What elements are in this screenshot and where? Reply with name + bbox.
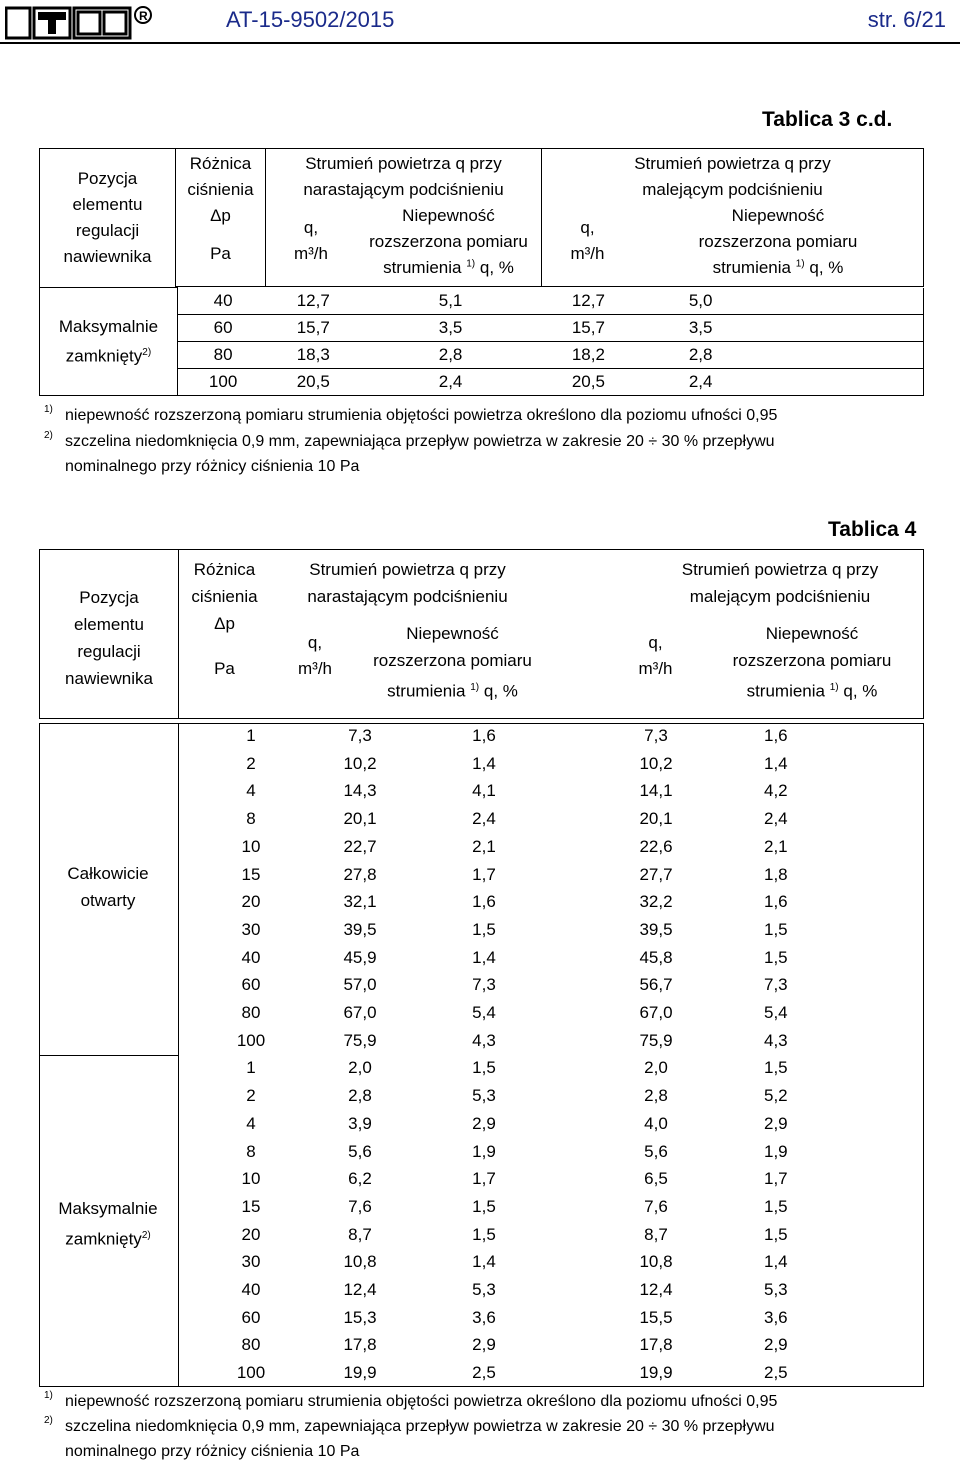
table4-group-open: Całkowicie otwarty bbox=[67, 864, 149, 910]
table-cell: 1,7 bbox=[764, 1169, 788, 1189]
table-cell: 1,9 bbox=[472, 1141, 496, 1161]
table-cell: 2,0 bbox=[348, 1058, 372, 1078]
table4-title: Tablica 4 bbox=[828, 518, 917, 541]
itb-logo bbox=[5, 4, 155, 40]
table-cell: 80 bbox=[241, 1003, 261, 1022]
table-cell: 5,6 bbox=[644, 1141, 668, 1161]
table-cell: 17,8 bbox=[639, 1335, 673, 1355]
table-cell: 8,7 bbox=[644, 1224, 668, 1244]
table-cell: 2,9 bbox=[472, 1335, 496, 1355]
table-cell: 19,9 bbox=[343, 1363, 377, 1383]
table-cell: 15,5 bbox=[639, 1307, 673, 1327]
table-cell: 60 bbox=[213, 318, 233, 337]
table-cell: 2,9 bbox=[472, 1113, 496, 1133]
table-cell: 15,3 bbox=[343, 1307, 377, 1327]
table-cell: 18,2 bbox=[571, 345, 605, 364]
table-cell: 2,9 bbox=[764, 1113, 788, 1133]
page-header bbox=[0, 0, 960, 44]
table-cell: 18,3 bbox=[296, 345, 330, 364]
table-cell: 10,2 bbox=[639, 753, 673, 773]
table-cell: 22,6 bbox=[639, 836, 673, 856]
table-cell: 2,4 bbox=[472, 809, 496, 829]
table-cell: 60 bbox=[241, 975, 261, 995]
header-divider bbox=[0, 42, 960, 44]
table-cell: 8,7 bbox=[348, 1224, 372, 1244]
table-cell: 1,5 bbox=[764, 1058, 788, 1078]
table-cell: 2,4 bbox=[634, 369, 924, 396]
table-cell: 10,8 bbox=[343, 1252, 377, 1272]
table3-col-position: Pozycja elementu regulacji nawiewnika bbox=[40, 149, 176, 288]
table-cell: 1,4 bbox=[472, 947, 496, 967]
table-cell: 15,7 bbox=[571, 318, 605, 337]
table-cell: 2,4 bbox=[438, 372, 463, 391]
table-cell: 1,5 bbox=[472, 919, 496, 939]
table-cell: 4,1 bbox=[472, 781, 496, 801]
table-cell: 32,1 bbox=[343, 892, 377, 912]
grid-line bbox=[177, 314, 923, 315]
table-cell: 30 bbox=[241, 919, 261, 939]
table-cell: 1 bbox=[246, 726, 256, 745]
table-cell: 20,5 bbox=[296, 372, 330, 391]
table-cell: 2,9 bbox=[764, 1335, 788, 1355]
table-cell: 7,6 bbox=[644, 1196, 668, 1216]
table-cell: 40 bbox=[241, 1280, 261, 1299]
grid-line bbox=[177, 368, 923, 369]
table-cell: 1,6 bbox=[764, 892, 788, 912]
table-cell: 1,6 bbox=[472, 892, 496, 912]
table-cell: 56,7 bbox=[639, 975, 673, 995]
table3 bbox=[39, 148, 924, 288]
table-cell: 4 bbox=[246, 1113, 256, 1133]
table-cell: 75,9 bbox=[343, 1030, 377, 1050]
table4-col-pressure: Różnica ciśnienia Δp Pa bbox=[191, 560, 258, 678]
table-cell: 1,4 bbox=[472, 1252, 496, 1272]
table-cell: 4,2 bbox=[764, 781, 788, 801]
grid-line bbox=[177, 341, 923, 342]
table-cell: 1,5 bbox=[764, 1196, 788, 1216]
table-cell: 12,4 bbox=[639, 1280, 673, 1299]
table-cell: 15 bbox=[241, 864, 261, 884]
table4-col-inc-unc: Niepewność rozszerzona pomiaru strumienia $^{1)}$ q, % bbox=[373, 624, 532, 701]
table-cell: 14,3 bbox=[343, 781, 377, 801]
table4-group-closed: Maksymalnie zamknięty$^{2)}$ bbox=[58, 1199, 158, 1249]
page-number: str. 6/21 bbox=[867, 7, 946, 32]
table-cell: 5,3 bbox=[472, 1280, 496, 1299]
table-cell: 19,9 bbox=[639, 1363, 673, 1383]
table-cell: 7,3 bbox=[764, 975, 788, 995]
table-cell: 45,9 bbox=[343, 947, 377, 967]
table-cell: 60 bbox=[241, 1307, 261, 1327]
table3-col-increasing: Strumień powietrza q przy narastającym podciśnieniu q, m³/h Niepewność rozszerzona pomiaru strumienia $^{1)}$ q, % bbox=[265, 149, 541, 287]
table-cell: 2,1 bbox=[472, 836, 496, 856]
table-cell: 22,7 bbox=[343, 836, 377, 856]
table3-group-closed: Maksymalnie zamknięty$^{2)}$ bbox=[40, 288, 178, 396]
table-cell: 1,5 bbox=[764, 919, 788, 939]
table-cell: 1,5 bbox=[764, 947, 788, 967]
table-cell: 1,4 bbox=[764, 1252, 788, 1272]
table-cell: 2,5 bbox=[472, 1363, 496, 1383]
table-cell: 5,3 bbox=[472, 1086, 496, 1106]
table-cell: 20 bbox=[241, 892, 261, 912]
table-cell: 12,7 bbox=[296, 291, 330, 310]
table-cell: 67,0 bbox=[343, 1003, 377, 1022]
table-cell: 4 bbox=[246, 781, 256, 801]
table4-col-inc-q: q, m³/h bbox=[298, 633, 332, 678]
table-cell: 5,6 bbox=[348, 1141, 372, 1161]
table-cell: 100 bbox=[236, 1363, 266, 1383]
table-cell: 3,5 bbox=[438, 318, 463, 337]
table-cell: 20,5 bbox=[571, 372, 605, 391]
table-cell: 32,2 bbox=[639, 892, 673, 912]
table-cell: 15 bbox=[241, 1196, 261, 1216]
table-cell: 1,4 bbox=[472, 753, 496, 773]
table-cell: 6,5 bbox=[644, 1169, 668, 1189]
table-cell: 8 bbox=[246, 809, 256, 829]
table-cell: 5,1 bbox=[438, 291, 463, 310]
table-cell: 75,9 bbox=[639, 1030, 673, 1050]
grid-line bbox=[39, 395, 924, 396]
table-cell: 5,4 bbox=[472, 1003, 496, 1022]
table-cell: 5,0 bbox=[634, 288, 924, 315]
table-cell: 39,5 bbox=[639, 919, 673, 939]
table-cell: 3,6 bbox=[764, 1307, 788, 1327]
table-cell: 3,9 bbox=[348, 1113, 372, 1133]
table-cell: 1,7 bbox=[472, 864, 496, 884]
table-cell: 1,6 bbox=[472, 726, 496, 745]
table-cell: 2,1 bbox=[764, 836, 788, 856]
table-cell: 12,4 bbox=[343, 1280, 377, 1299]
table-cell: 2 bbox=[246, 753, 256, 773]
table-cell: 67,0 bbox=[639, 1003, 673, 1022]
table3-col-pressure: Różnica ciśnienia Δp Pa bbox=[175, 149, 265, 287]
table-cell: 1,5 bbox=[472, 1224, 496, 1244]
table-cell: 1,5 bbox=[472, 1058, 496, 1078]
table-cell: 7,6 bbox=[348, 1196, 372, 1216]
table-cell: 30 bbox=[241, 1252, 261, 1272]
table-cell: 20,1 bbox=[343, 809, 377, 829]
table-cell: 5,2 bbox=[764, 1086, 788, 1106]
table-cell: 1,8 bbox=[764, 864, 788, 884]
table-cell: 1 bbox=[246, 1058, 256, 1078]
table-cell: 4,3 bbox=[472, 1030, 496, 1050]
table-cell: 40 bbox=[241, 947, 261, 967]
table-cell: 57,0 bbox=[343, 975, 377, 995]
table-cell: 10,2 bbox=[343, 753, 377, 773]
table4-header bbox=[39, 549, 924, 719]
table-cell: 45,8 bbox=[639, 947, 673, 967]
table-cell: 80 bbox=[241, 1335, 261, 1355]
table-cell: 12,7 bbox=[571, 291, 605, 310]
table-cell: 27,7 bbox=[639, 864, 673, 884]
table-cell: 7,3 bbox=[644, 726, 668, 745]
table-cell: 2 bbox=[246, 1086, 256, 1106]
table-cell: 10 bbox=[241, 836, 261, 856]
table-cell: 1,9 bbox=[764, 1141, 788, 1161]
table-cell: 1,5 bbox=[472, 1196, 496, 1216]
table-cell: 40 bbox=[213, 291, 233, 310]
table-cell: 39,5 bbox=[343, 919, 377, 939]
table-cell: 100 bbox=[208, 372, 238, 391]
table-cell: 1,7 bbox=[472, 1169, 496, 1189]
table-cell: 100 bbox=[236, 1030, 266, 1050]
table-cell: 17,8 bbox=[343, 1335, 377, 1355]
table-cell: 4,3 bbox=[764, 1030, 788, 1050]
table-cell: 2,8 bbox=[634, 342, 924, 369]
table-cell: 14,1 bbox=[639, 781, 673, 801]
table-cell: 2,8 bbox=[644, 1086, 668, 1106]
table-cell: 2,0 bbox=[644, 1058, 668, 1078]
table-cell: 3,5 bbox=[634, 315, 924, 342]
table4-col-decreasing: Strumień powietrza q przy malejącym podciśnieniu bbox=[681, 560, 879, 606]
table-cell: 1,5 bbox=[764, 1224, 788, 1244]
table-cell: 4,0 bbox=[644, 1113, 668, 1133]
table-cell: 15,7 bbox=[296, 318, 330, 337]
table-cell: 20 bbox=[241, 1224, 261, 1244]
table-cell: 5,4 bbox=[764, 1003, 788, 1022]
table-cell: 20,1 bbox=[639, 809, 673, 829]
table-cell: 1,6 bbox=[764, 726, 788, 745]
table-cell: 7,3 bbox=[348, 726, 372, 745]
document-number: AT-15-9502/2015 bbox=[226, 7, 395, 32]
table3-title: Tablica 3 c.d. bbox=[762, 108, 893, 131]
table-cell: 80 bbox=[213, 345, 233, 364]
table-cell: 6,2 bbox=[348, 1169, 372, 1189]
table-cell: 8 bbox=[246, 1141, 256, 1161]
table-cell: 2,5 bbox=[764, 1363, 788, 1383]
table-cell: 10 bbox=[241, 1169, 261, 1189]
table4-col-position: Pozycja elementu regulacji nawiewnika bbox=[65, 588, 153, 688]
svg-text:R: R bbox=[139, 9, 148, 23]
table3-col-decreasing: Strumień powietrza q przy malejącym podciśnieniu q, m³/h Niepewność rozszerzona pomiaru strumienia $^{1)}$ q, % bbox=[541, 149, 923, 287]
table-cell: 2,8 bbox=[438, 345, 463, 364]
table4-col-increasing: Strumień powietrza q przy narastającym podciśnieniu bbox=[307, 560, 508, 606]
table-cell: 1,4 bbox=[764, 753, 788, 773]
table-cell: 3,6 bbox=[472, 1307, 496, 1327]
table-cell: 2,8 bbox=[348, 1086, 372, 1106]
table4-col-dec-unc: Niepewność rozszerzona pomiaru strumienia $^{1)}$ q, % bbox=[732, 624, 892, 701]
table-cell: 5,3 bbox=[764, 1280, 788, 1299]
table-cell: 27,8 bbox=[343, 864, 377, 884]
table-cell: 10,8 bbox=[639, 1252, 673, 1272]
table-cell: 2,4 bbox=[764, 809, 788, 829]
table-cell: 7,3 bbox=[472, 975, 496, 995]
table4-col-dec-q: q, m³/h bbox=[638, 633, 673, 678]
